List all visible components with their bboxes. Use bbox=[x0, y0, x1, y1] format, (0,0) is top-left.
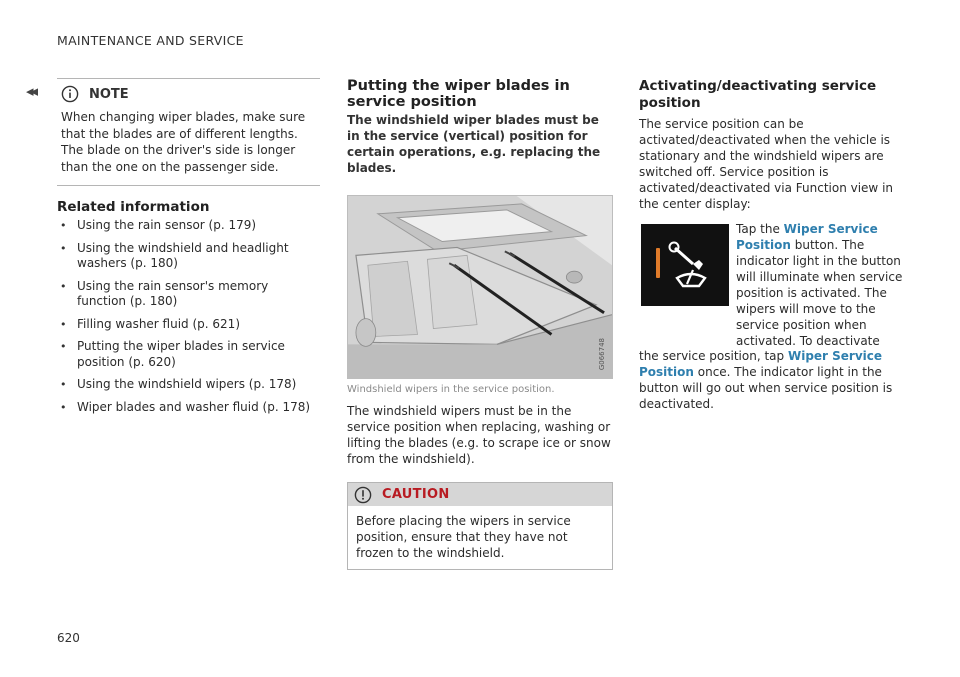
caution-title: CAUTION bbox=[382, 487, 450, 502]
tap-suffix: button. The indicator light in the button will illuminate when service position is activated. The wipers will move to the service position when activated. To deactivate bbox=[736, 238, 903, 348]
caution-box bbox=[347, 482, 613, 570]
cont-suffix: once. The indicator light in the button will go out when service position is deactivated. bbox=[639, 365, 893, 411]
caution-header bbox=[348, 483, 612, 506]
related-info-list bbox=[57, 218, 320, 415]
right-column bbox=[639, 78, 907, 412]
warning-circle-icon bbox=[354, 486, 372, 504]
back-arrows-icon[interactable]: ◂◂ bbox=[26, 82, 36, 100]
section-lead: The windshield wiper blades must be in the service (vertical) position for certain operations, e.g. replacing the blades. bbox=[347, 113, 601, 175]
page-number: 620 bbox=[57, 631, 80, 645]
cont-prefix: the service position, tap bbox=[639, 349, 788, 363]
wiper-service-position-link[interactable]: Wiper Service Position bbox=[639, 349, 883, 379]
section-intro: The service position can be activated/deactivated when the vehicle is stationary and the windshield wipers are switched off. Service position is activated/deactivated via Function view in the center display: bbox=[639, 117, 894, 211]
wiper-service-position-link[interactable]: Wiper Service Position bbox=[736, 222, 878, 252]
note-text: When changing wiper blades, make sure that the blades are of different lengths. The blade on the driver's side is longer than the one on the passenger side. bbox=[61, 110, 306, 174]
related-link[interactable]: • Using the rain sensor's memory function (p. 180) bbox=[57, 279, 320, 310]
related-link[interactable]: • Putting the wiper blades in service position (p. 620) bbox=[57, 339, 320, 370]
related-link[interactable]: • Using the windshield wipers (p. 178) bbox=[57, 377, 320, 393]
tap-continue-text bbox=[639, 348, 907, 412]
note-box bbox=[57, 78, 320, 186]
related-info-title: Related information bbox=[57, 199, 210, 215]
left-column bbox=[57, 78, 320, 422]
middle-column bbox=[347, 78, 613, 570]
related-link[interactable]: • Wiper blades and washer fluid (p. 178) bbox=[57, 400, 320, 416]
wiper-illustration bbox=[347, 195, 613, 379]
section-title: Putting the wiper blades in service position bbox=[347, 78, 570, 110]
page-header: MAINTENANCE AND SERVICE bbox=[57, 33, 244, 48]
wiper-service-button-image bbox=[641, 224, 729, 306]
tap-prefix: Tap the bbox=[736, 222, 784, 236]
figure-code: G066748 bbox=[598, 337, 606, 370]
wiper-service-icon bbox=[641, 224, 729, 306]
note-title: NOTE bbox=[89, 86, 129, 102]
caution-text: Before placing the wipers in service position, ensure that they have not frozen to the windshield. bbox=[356, 514, 571, 560]
section-body: The windshield wipers must be in the service position when replacing, washing or lifting the blades (e.g. to scrape ice or snow from the windshield). bbox=[347, 404, 611, 466]
related-link[interactable]: • Using the rain sensor (p. 179) bbox=[57, 218, 320, 234]
tap-text bbox=[736, 221, 907, 349]
note-header bbox=[61, 83, 318, 105]
tap-instruction bbox=[639, 221, 907, 349]
figure-caption: Windshield wipers in the service position. bbox=[347, 384, 555, 395]
info-circle-icon bbox=[61, 85, 79, 103]
related-link[interactable]: • Using the windshield and headlight washers (p. 180) bbox=[57, 241, 320, 272]
section-title: Activating/deactivating service position bbox=[639, 78, 877, 111]
car-windshield-image bbox=[348, 196, 612, 378]
related-link[interactable]: • Filling washer fluid (p. 621) bbox=[57, 317, 320, 333]
